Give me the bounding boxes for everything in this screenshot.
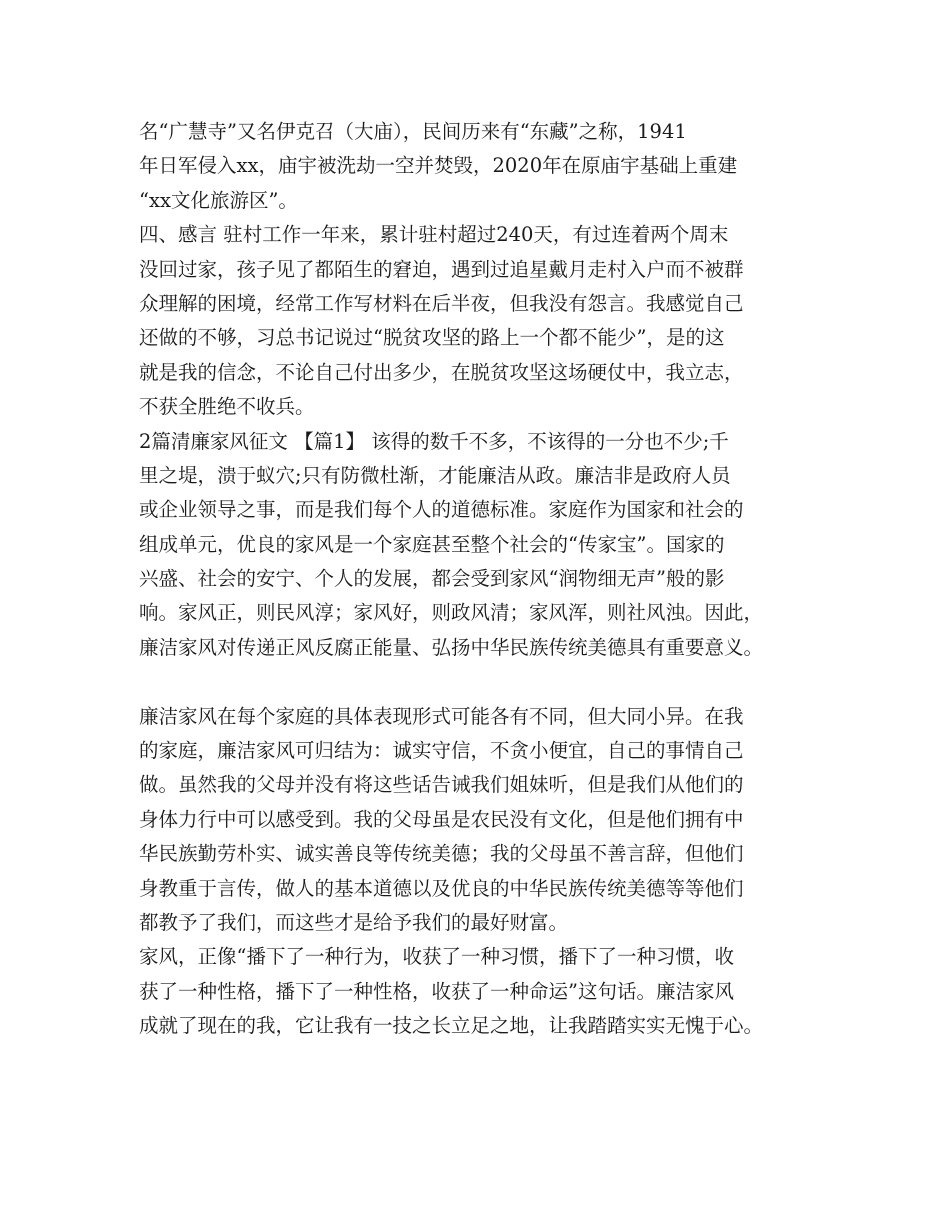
- text-line: 廉洁家风在每个家庭的具体表现形式可能各有不同，但大同小异。在我: [139, 704, 744, 728]
- text-line: 名“广慧寺”又名伊克召（大庙），民间历来有“东藏”之称，1941: [139, 120, 687, 143]
- text-line: 组成单元，优良的家风是一个家庭甚至整个社会的“传家宝”。国家的: [139, 532, 725, 556]
- document-body: [139, 115, 839, 1044]
- text-line: 里之堤，溃于蚁穴;只有防微杜渐，才能廉洁从政。廉洁非是政府人员: [139, 463, 731, 487]
- text-line: 响。家风正，则民风淳；家风好，则政风清；家风浑，则社风浊。因此，: [139, 601, 764, 625]
- blank-line: [139, 665, 839, 699]
- text-line: 做。虽然我的父母并没有将这些话告诫我们姐妹听，但是我们从他们的: [139, 773, 744, 797]
- text-line: 年日军侵入xx，庙宇被洗劫一空并焚毁，2020年在原庙宇基础上重建: [139, 154, 738, 178]
- text-line: 兴盛、社会的安宁、个人的发展，都会受到家风“润物细无声”般的影: [139, 567, 725, 591]
- text-line: 成就了现在的我，它让我有一技之长立足之地，让我踏踏实实无愧于心。: [139, 1014, 764, 1038]
- text-line: 都教予了我们，而这些才是给予我们的最好财富。: [139, 910, 569, 934]
- text-line: 还做的不够，习总书记说过“脱贫攻坚的路上一个都不能少”，是的这: [139, 326, 725, 350]
- text-line: 没回过家，孩子见了都陌生的窘迫，遇到过追星戴月走村入户而不被群: [139, 257, 744, 281]
- text-line: 或企业领导之事，而是我们每个人的道德标准。家庭作为国家和社会的: [139, 498, 744, 522]
- text-line: 廉洁家风对传递正风反腐正能量、弘扬中华民族传统美德具有重要意义。: [139, 635, 764, 659]
- text-line: 就是我的信念，不论自己付出多少，在脱贫攻坚这场硬仗中，我立志，: [139, 360, 744, 384]
- article-title-line: 2篇清廉家风征文 【篇1】 该得的数千不多，不该得的一分也不少;千: [139, 429, 729, 453]
- text-line: 获了一种性格，播下了一种性格，收获了一种命运”这句话。廉洁家风: [139, 979, 734, 1003]
- text-line: 华民族勤劳朴实、诚实善良等传统美德；我的父母虽不善言辞，但他们: [139, 842, 744, 866]
- text-line: 身教重于言传，做人的基本道德以及优良的中华民族传统美德等等他们: [139, 876, 744, 900]
- text-line: “xx文化旅游区”。: [139, 188, 298, 212]
- text-line: 众理解的困境，经常工作写材料在后半夜，但我没有怨言。我感觉自己: [139, 291, 744, 315]
- text-line: 家风，正像“播下了一种行为，收获了一种习惯，播下了一种习惯，收: [139, 945, 734, 969]
- text-line: 身体力行中可以感受到。我的父母虽是农民没有文化，但是他们拥有中: [139, 807, 744, 831]
- section-heading-line: 四、感言 驻村工作一年来，累计驻村超过240天，有过连着两个周末: [139, 223, 729, 247]
- text-line: 不获全胜绝不收兵。: [139, 395, 315, 419]
- text-line: 的家庭，廉洁家风可归结为：诚实守信，不贪小便宜，自己的事情自己: [139, 739, 744, 763]
